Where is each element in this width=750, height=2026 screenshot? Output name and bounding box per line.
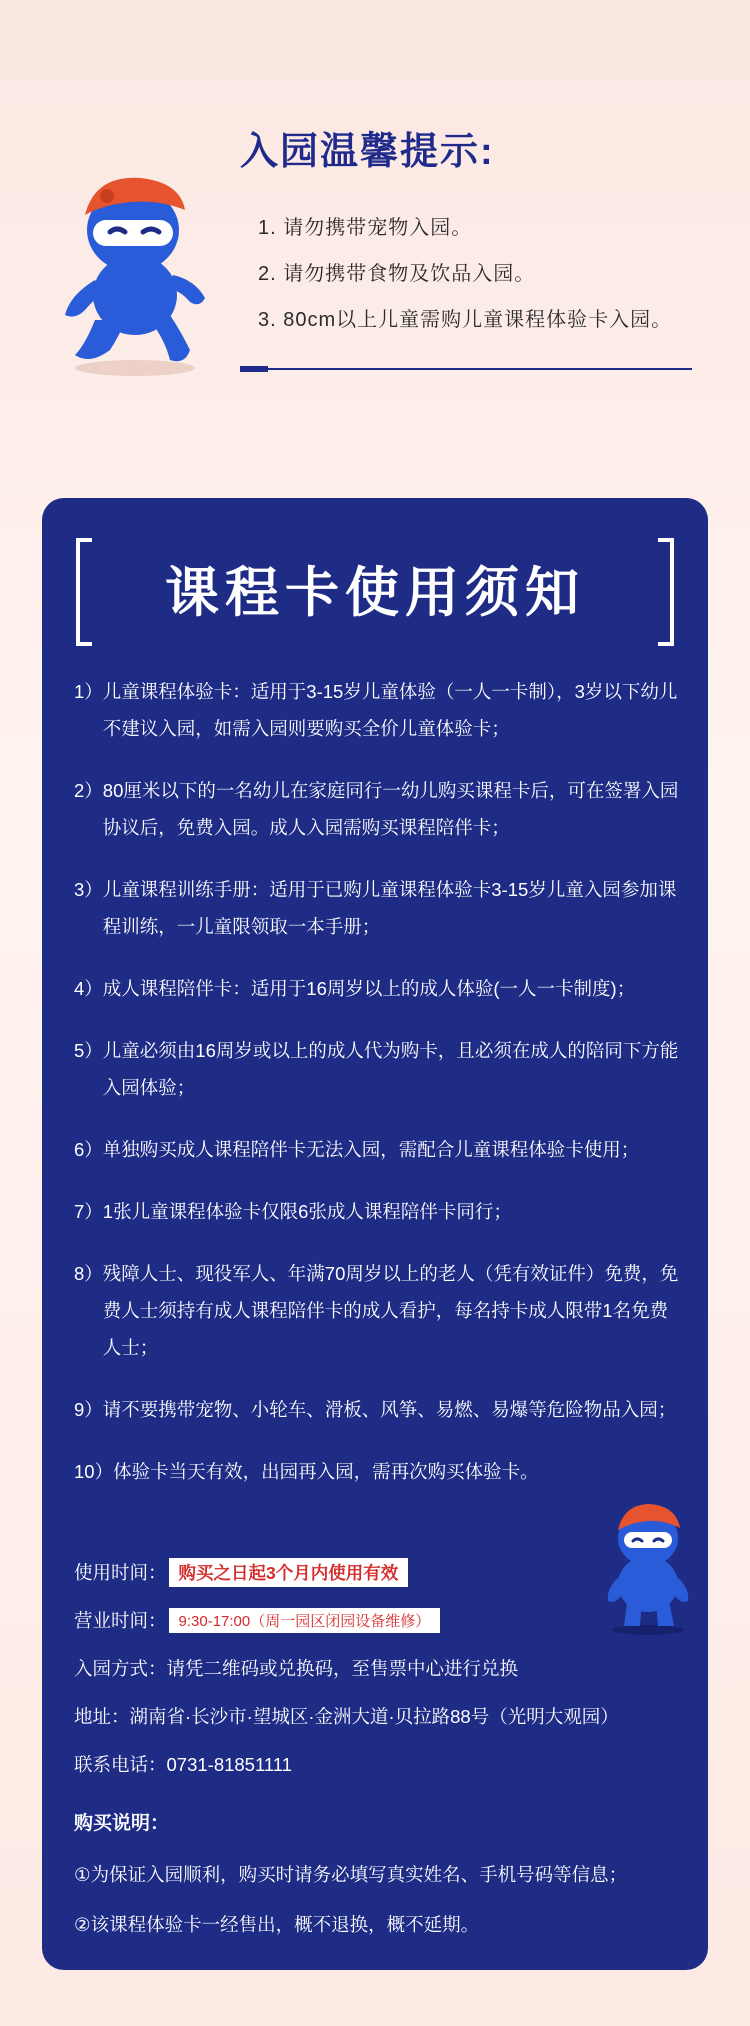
rule-number: 7） bbox=[74, 1201, 103, 1222]
rule-number: 3） bbox=[74, 879, 103, 900]
rule-item bbox=[74, 1131, 684, 1168]
rule-text: 体验卡当天有效，出园再入园，需再次购买体验卡。 bbox=[113, 1461, 539, 1482]
rule-text: 请不要携带宠物、小轮车、滑板、风筝、易燃、易爆等危险物品入园； bbox=[102, 1399, 677, 1420]
purchase-item: ①为保证入园顺利，购买时请务必填写真实姓名、手机号码等信息； bbox=[74, 1864, 628, 1885]
purchase-list bbox=[74, 1850, 694, 1950]
tips-item: 2. 请勿携带食物及饮品入园。 bbox=[258, 263, 536, 285]
mascot-illustration bbox=[55, 170, 215, 380]
hours-label: 营业时间： bbox=[74, 1610, 167, 1631]
rule-number: 4） bbox=[74, 978, 103, 999]
rule-text: 1张儿童课程体验卡仅限6张成人课程陪伴卡同行； bbox=[102, 1201, 512, 1222]
entry-tips-section bbox=[0, 0, 750, 470]
rule-item bbox=[74, 1453, 684, 1490]
tips-item: 3. 80cm以上儿童需购儿童课程体验卡入园。 bbox=[258, 309, 673, 331]
tips-divider-accent bbox=[240, 366, 268, 372]
rule-number: 5） bbox=[74, 1040, 103, 1061]
rule-item bbox=[74, 871, 684, 945]
mascot-small-illustration bbox=[598, 1496, 698, 1636]
use-time-label: 使用时间： bbox=[74, 1562, 167, 1583]
rule-number: 8） bbox=[74, 1263, 103, 1284]
rule-number: 9） bbox=[74, 1399, 103, 1420]
rule-item bbox=[74, 1032, 684, 1106]
rule-item bbox=[74, 1255, 684, 1366]
rule-text: 成人课程陪伴卡：适用于16周岁以上的成人体验(一人一卡制度)； bbox=[102, 978, 636, 999]
rule-text: 单独购买成人课程陪伴卡无法入园，需配合儿童课程体验卡使用； bbox=[102, 1139, 640, 1160]
purchase-title: 购买说明： bbox=[74, 1813, 170, 1834]
rule-text: 80厘米以下的一名幼儿在家庭同行一幼儿购买课程卡后，可在签署入园协议后，免费入园。成人入园需购买课程陪伴卡； bbox=[102, 780, 679, 838]
rule-number: 2） bbox=[74, 780, 103, 801]
card-title: 课程卡使用须知 bbox=[165, 563, 585, 623]
rule-text: 儿童课程训练手册：适用于已购儿童课程体验卡3-15岁儿童入园参加课程训练，一儿童限领取一本手册； bbox=[102, 879, 677, 937]
rule-text: 残障人士、现役军人、年满70周岁以上的老人（凭有效证件）免费，免费人士须持有成人课程陪伴卡的成人看护，每名持卡成人限带1名免费人士； bbox=[102, 1263, 679, 1358]
course-card-notice bbox=[42, 498, 708, 1970]
tips-title: 入园温馨提示: bbox=[240, 131, 495, 173]
tips-list bbox=[258, 205, 718, 343]
rule-number: 1） bbox=[74, 681, 103, 702]
rule-text: 儿童课程体验卡：适用于3-15岁儿童体验（一人一卡制），3岁以下幼儿不建议入园，如需入园则要购买全价儿童体验卡； bbox=[102, 681, 678, 739]
rule-number: 6） bbox=[74, 1139, 103, 1160]
rule-item bbox=[74, 673, 684, 747]
rules-list bbox=[74, 673, 684, 1515]
purchase-item: ②该课程体验卡一经售出，概不退换，概不延期。 bbox=[74, 1914, 480, 1935]
rule-text: 儿童必须由16周岁或以上的成人代为购卡，且必须在成人的陪同下方能入园体验； bbox=[102, 1040, 679, 1098]
hours-badge: 9:30-17:00（周一园区闭园设备维修） bbox=[169, 1608, 441, 1633]
rule-item bbox=[74, 970, 684, 1007]
tips-item: 1. 请勿携带宠物入园。 bbox=[258, 217, 473, 239]
address: 地址：湖南省·长沙市·望城区·金洲大道·贝拉路88号（光明大观园） bbox=[74, 1706, 619, 1727]
entry-method: 入园方式：请凭二维码或兑换码，至售票中心进行兑换 bbox=[74, 1658, 519, 1679]
rule-number: 10） bbox=[74, 1461, 114, 1482]
tips-divider bbox=[240, 368, 692, 370]
use-time-badge: 购买之日起3个月内使用有效 bbox=[169, 1558, 409, 1587]
rule-item bbox=[74, 1391, 684, 1428]
rule-item bbox=[74, 1193, 684, 1230]
phone: 联系电话：0731-81851111 bbox=[74, 1754, 293, 1775]
rule-item bbox=[74, 772, 684, 846]
